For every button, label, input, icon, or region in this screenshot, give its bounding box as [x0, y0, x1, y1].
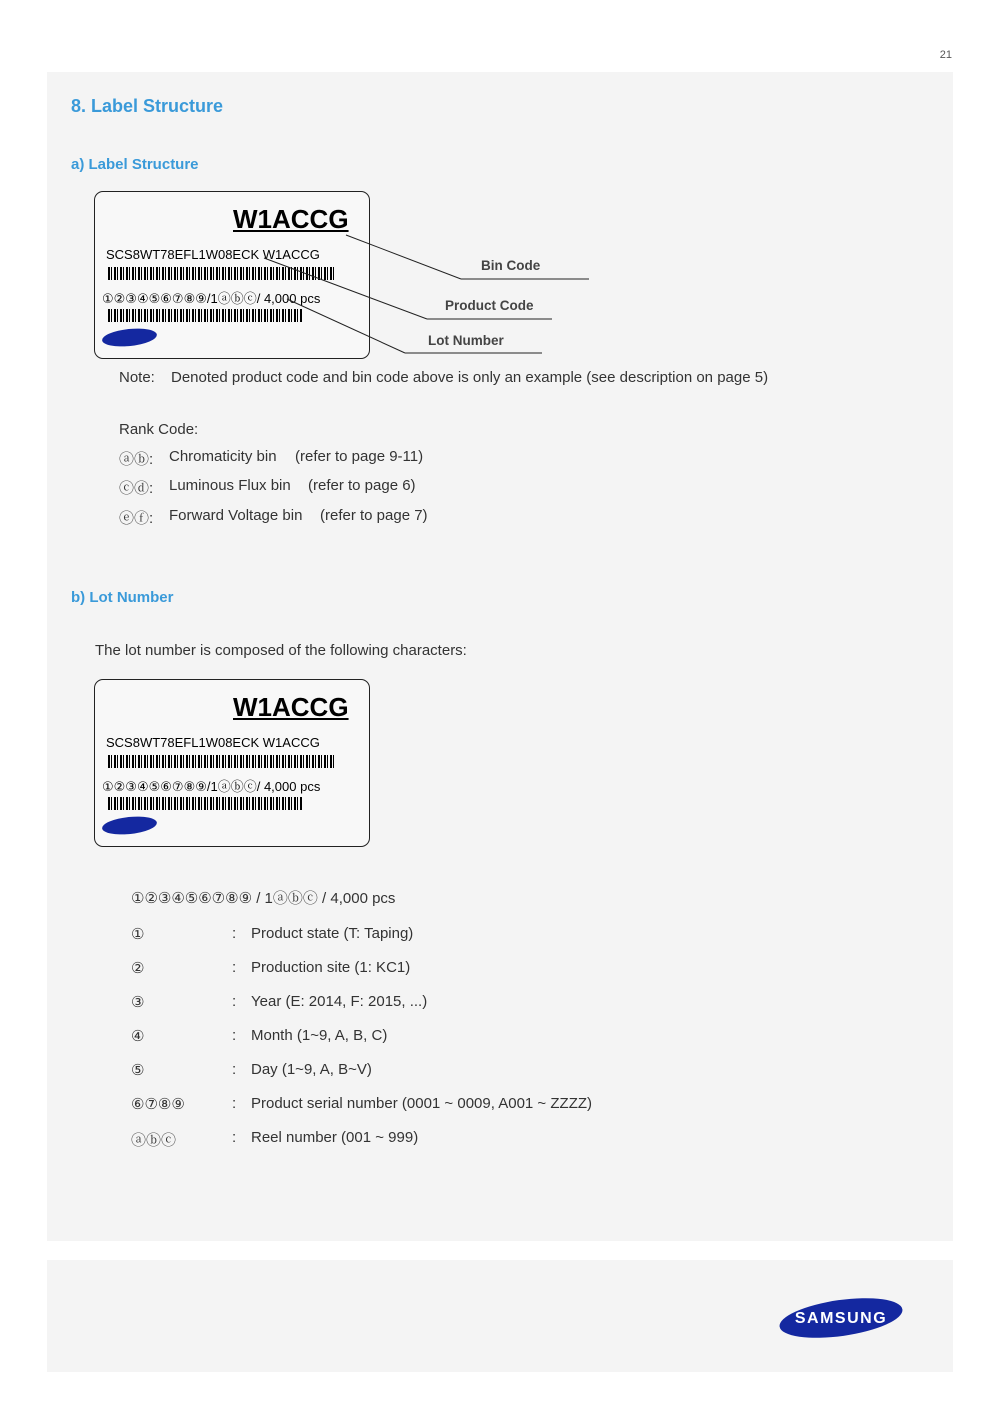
label-bin-title: W1ACCG — [233, 204, 349, 234]
lot-legend-colon: : — [232, 1027, 237, 1044]
section-heading: 8. Label Structure — [71, 96, 224, 116]
lot-legend-symbol: ⑤ — [131, 1062, 145, 1079]
barcode — [108, 797, 303, 810]
lot-legend-colon: : — [232, 1129, 237, 1146]
lot-number-leader — [287, 299, 405, 353]
label-diagram — [94, 679, 370, 847]
lot-legend-description: Reel number (001 ~ 999) — [251, 1129, 419, 1146]
rank-code-name: Forward Voltage bin — [169, 507, 303, 524]
callout-lines — [47, 72, 953, 372]
lot-intro-text: The lot number is composed of the following characters: — [95, 642, 467, 659]
samsung-logo-text: SAMSUNG — [794, 1310, 888, 1327]
rank-code-name: Chromaticity bin — [169, 448, 277, 465]
lot-legend-colon: : — [232, 993, 237, 1010]
lot-legend-symbol: ⑥⑦⑧⑨ — [131, 1096, 185, 1113]
barcode — [108, 755, 335, 768]
rank-code-name: Luminous Flux bin — [169, 477, 291, 494]
lot-legend-symbol: ③ — [131, 994, 145, 1011]
note-text: Denoted product code and bin code above is only an example (see description on page 5) — [171, 369, 769, 386]
rank-code-title: Rank Code: — [119, 421, 199, 438]
lot-legend-symbol: ⓐⓑⓒ — [131, 1132, 177, 1149]
label-lot-line: ①②③④⑤⑥⑦⑧⑨/1ⓐⓑⓒ/ 4,000 pcs — [102, 291, 321, 306]
subsection-b-heading: b) Lot Number — [71, 589, 174, 606]
rank-code-symbol: ⓒⓓ: — [119, 480, 154, 497]
lot-legend-colon: : — [232, 1095, 237, 1112]
label-product-code: SCS8WT78EFL1W08ECK W1ACCG — [106, 247, 320, 262]
product-code-callout: Product Code — [445, 298, 534, 313]
lot-legend-symbol: ② — [131, 960, 145, 977]
rank-code-ref: (refer to page 7) — [320, 507, 428, 524]
lot-legend-description: Day (1~9, A, B~V) — [251, 1061, 372, 1078]
subsection-a-heading: a) Label Structure — [71, 156, 199, 173]
rank-code-ref: (refer to page 9-11) — [295, 448, 424, 465]
note-prefix: Note: — [119, 369, 155, 386]
bin-code-callout: Bin Code — [481, 258, 541, 273]
label-product-code: SCS8WT78EFL1W08ECK W1ACCG — [106, 735, 320, 750]
lot-legend-description: Product state (T: Taping) — [251, 925, 414, 942]
samsung-logo — [777, 1296, 905, 1340]
product-code-leader — [264, 258, 427, 319]
lot-legend-description: Product serial number (0001 ~ 0009, A001 ~ ZZZZ) — [251, 1095, 593, 1112]
rank-code-ref: (refer to page 6) — [308, 477, 416, 494]
lot-legend-colon: : — [232, 925, 237, 942]
lot-legend-colon: : — [232, 959, 237, 976]
lot-legend-description: Year (E: 2014, F: 2015, ...) — [251, 993, 428, 1010]
lot-number-callout: Lot Number — [428, 333, 504, 348]
lot-legend-description: Production site (1: KC1) — [251, 959, 411, 976]
footer-panel — [47, 1260, 953, 1372]
lot-legend-colon: : — [232, 1061, 237, 1078]
lot-legend-symbol: ④ — [131, 1028, 145, 1045]
content-panel — [47, 72, 953, 1241]
rank-code-symbol: ⓐⓑ: — [119, 451, 154, 468]
page-number: 21 — [939, 49, 952, 61]
label-bin-title: W1ACCG — [233, 692, 349, 722]
label-lot-line: ①②③④⑤⑥⑦⑧⑨/1ⓐⓑⓒ/ 4,000 pcs — [102, 779, 321, 794]
lot-format: ①②③④⑤⑥⑦⑧⑨ / 1ⓐⓑⓒ / 4,000 pcs — [131, 890, 396, 907]
rank-code-symbol: ⓔⓕ: — [119, 510, 154, 527]
samsung-mini-logo — [101, 814, 157, 837]
lot-legend-description: Month (1~9, A, B, C) — [251, 1027, 388, 1044]
bin-code-leader — [346, 235, 461, 279]
lot-legend-symbol: ① — [131, 926, 145, 943]
